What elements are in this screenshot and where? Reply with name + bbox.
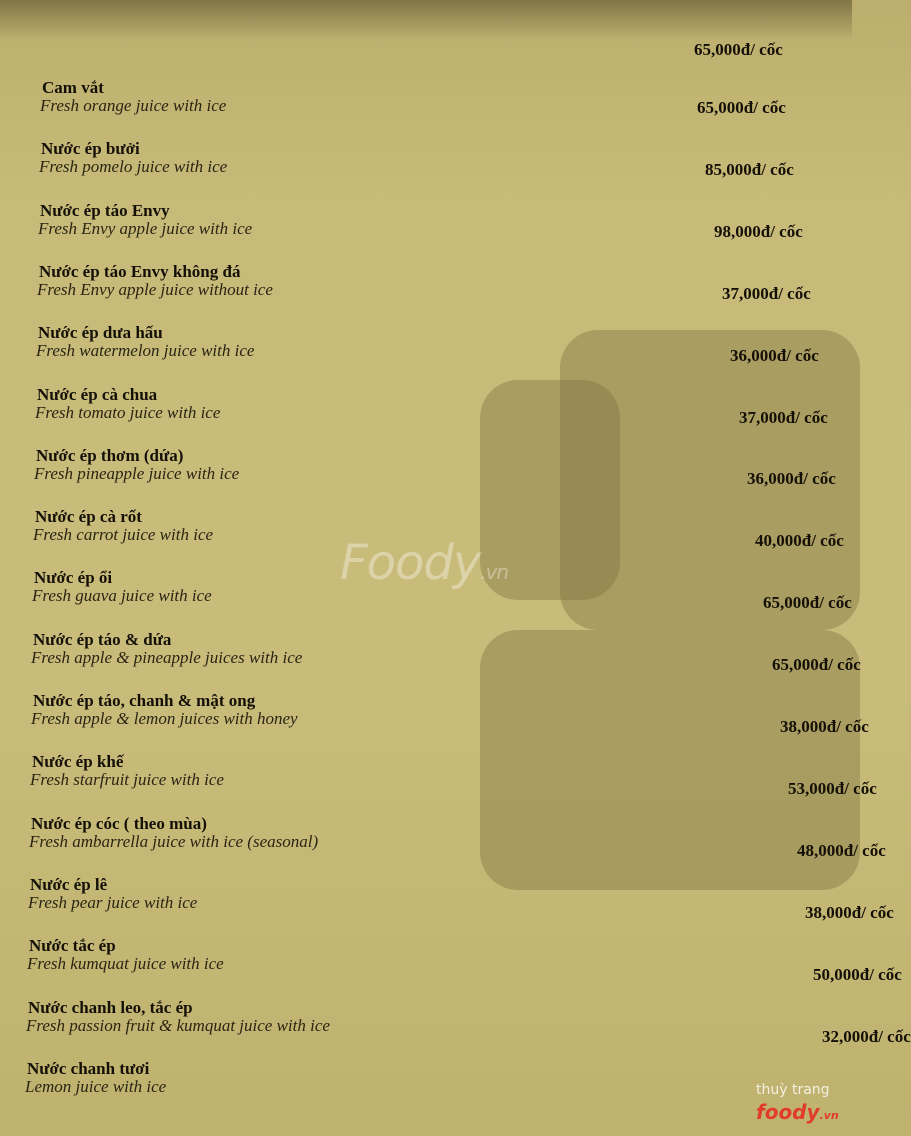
menu-item-price: 36,000đ/ cốc [747, 469, 836, 488]
menu-item-name-en: Fresh ambarrella juice with ice (seasonal) [29, 832, 319, 851]
menu-item-name-vn: Nước ép lê [30, 875, 108, 894]
menu-item-price: 65,000đ/ cốc [697, 98, 786, 117]
foody-logo: foody.vn [756, 1100, 839, 1124]
menu-item-name-vn: Cam vắt [42, 78, 104, 97]
menu-item-name-vn: Nước ép khế [32, 752, 124, 771]
menu-item-price: 37,000đ/ cốc [739, 408, 828, 427]
menu-item-name-en: Fresh apple & lemon juices with honey [31, 709, 298, 728]
menu-item-name-en: Fresh Envy apple juice with ice [38, 219, 253, 238]
menu-item-name-vn: Nước ép táo & dứa [33, 630, 172, 649]
menu-item-price: 53,000đ/ cốc [788, 779, 877, 798]
menu-item-name-en: Fresh apple & pineapple juices with ice [31, 648, 303, 667]
menu-item-name-vn: Nước chanh leo, tắc ép [28, 998, 193, 1017]
menu-item-name-vn: Nước ép ổi [34, 568, 113, 587]
menu-item-price: 65,000đ/ cốc [763, 593, 852, 612]
menu-item-name-en: Fresh orange juice with ice [40, 96, 227, 115]
menu-item-name-en: Lemon juice with ice [25, 1077, 167, 1096]
menu-item-name-en: Fresh guava juice with ice [32, 586, 212, 605]
menu-item-price: 48,000đ/ cốc [797, 841, 886, 860]
menu-item-name-en: Fresh pomelo juice with ice [39, 157, 228, 176]
menu-item-price: 36,000đ/ cốc [730, 346, 819, 365]
menu-item-name-vn: Nước ép bưởi [41, 139, 140, 158]
menu-item-price: 98,000đ/ cốc [714, 222, 803, 241]
menu-item-name-vn: Nước ép táo Envy [40, 201, 170, 220]
menu-item-name-vn: Nước ép cà chua [37, 385, 158, 404]
menu-item-price: 37,000đ/ cốc [722, 284, 811, 303]
menu-item-name-en: Fresh pineapple juice with ice [34, 464, 240, 483]
menu-item-name-en: Fresh Envy apple juice without ice [37, 280, 273, 299]
menu-item-price: 50,000đ/ cốc [813, 965, 902, 984]
menu-item-price: 65,000đ/ cốc [772, 655, 861, 674]
menu-item-name-vn: Nước ép táo, chanh & mật ong [33, 691, 256, 710]
menu-item-price: 40,000đ/ cốc [755, 531, 844, 550]
menu-item-name-en: Fresh carrot juice with ice [33, 525, 214, 544]
menu-item-price: 38,000đ/ cốc [780, 717, 869, 736]
menu-item-name-vn: Nước chanh tươi [27, 1059, 150, 1078]
foody-watermark: Foody.vn [340, 535, 509, 591]
menu-item-price: 38,000đ/ cốc [805, 903, 894, 922]
menu-item-name-vn: Nước ép cóc ( theo mùa) [31, 814, 207, 833]
menu-item-name-vn: Nước tắc ép [29, 936, 116, 955]
menu-item-name-vn: Nước ép táo Envy không đá [39, 262, 241, 281]
menu-item-name-vn: Nước ép thơm (dứa) [36, 446, 184, 465]
menu-item-name-en: Fresh passion fruit & kumquat juice with ice [26, 1016, 330, 1035]
menu-item-name-vn: Nước ép dưa hấu [38, 323, 163, 342]
menu-item-name-vn: Nước ép cà rốt [35, 507, 142, 526]
menu-item-name-en: Fresh kumquat juice with ice [27, 954, 224, 973]
menu-item-name-en: Fresh tomato juice with ice [35, 403, 221, 422]
credit-username: thuỳ trang [756, 1082, 830, 1098]
top-price: 65,000đ/ cốc [694, 40, 783, 59]
menu-item-name-en: Fresh watermelon juice with ice [36, 341, 255, 360]
menu-item-name-en: Fresh starfruit juice with ice [30, 770, 224, 789]
menu-item-price: 85,000đ/ cốc [705, 160, 794, 179]
menu-item-name-en: Fresh pear juice with ice [28, 893, 198, 912]
menu-item-price: 32,000đ/ cốc [822, 1027, 911, 1046]
